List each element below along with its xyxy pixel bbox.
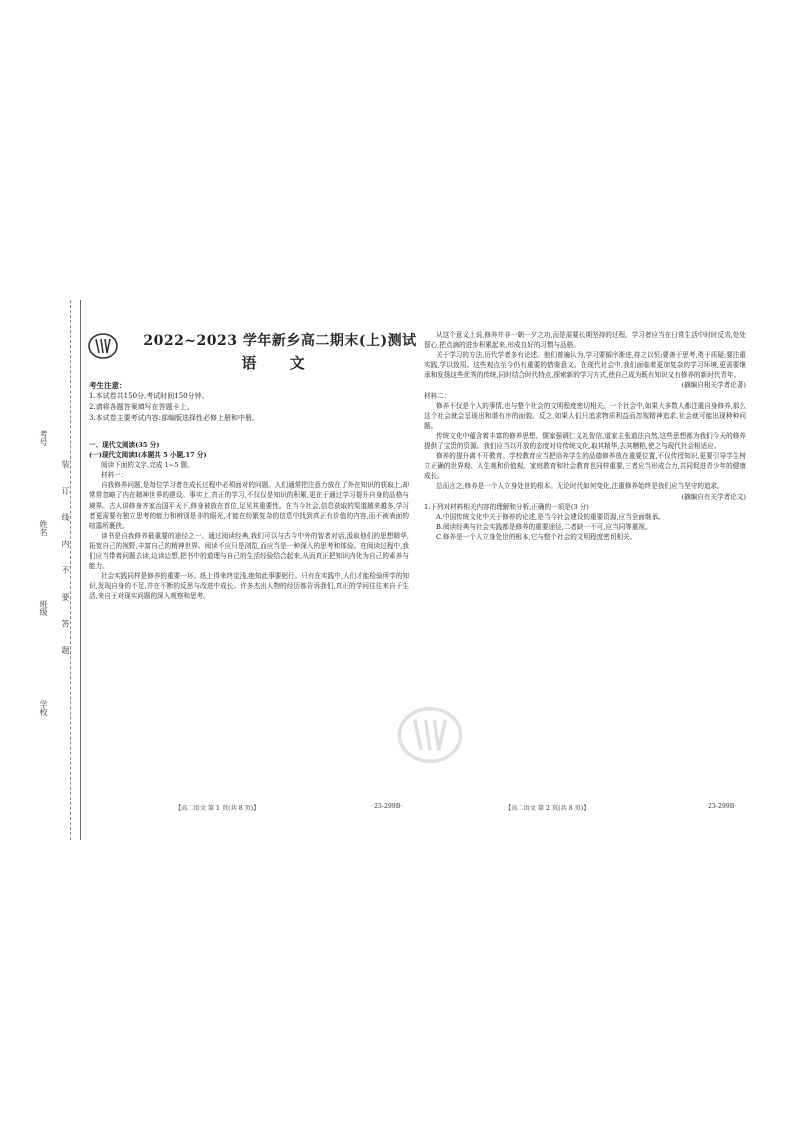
footer-code-left: ·23-299B· <box>372 803 403 810</box>
source-note: (摘编自相关学者论著) <box>681 381 746 390</box>
material-label: 材料二： <box>424 391 451 400</box>
note-item: 3.本试卷主要考试内容:部编版选择性必修上册和中册。 <box>89 414 260 422</box>
instruction: 阅读下面的文字,完成 1~5 题。 <box>101 461 194 470</box>
label-seal-line: 装 订 线 内 不 要 答 题 <box>61 460 70 662</box>
right-column <box>424 330 746 542</box>
material-label: 材料一： <box>101 471 128 480</box>
publisher-logo-icon <box>87 330 119 362</box>
exam-notes <box>89 380 409 424</box>
subject-title: 语 文 <box>241 354 319 372</box>
passage-paragraph: 从这个意义上说,修养并非一朝一夕之功,而是需要长期坚持的过程。学习者应当在日常生活中时时反省,处处留心,把点滴的进步积累起来,形成良好的习惯与品格。 <box>424 331 746 350</box>
source-note: (摘编自有关学者论文) <box>681 492 746 501</box>
watermark-logo-icon <box>395 700 465 770</box>
note-item: 2.请将各题答案填写在答题卡上。 <box>89 403 194 411</box>
footer-page-right: 【高二语文 第 2 页(共 8 页)】 <box>505 805 590 812</box>
question-option: B.阅读经典与社会实践都是修养的重要途径,二者缺一不可,应当同等重视。 <box>436 522 652 531</box>
subsection-title: (一)现代文阅读Ⅰ(本题共 5 小题,17 分) <box>89 451 207 460</box>
passage-paragraph: 自我修养问题,是每位学习者在成长过程中必须面对的问题。人们通常把注意力放在了外在知识的获取上,却常常忽略了内在精神世界的建设。事实上,真正的学习,不仅仅是知识的积累,更在于通过学习提升自身的品格与境界。古人讲修身齐家治国平天下,修身被放在首位,足见其重要性。在当今社会,信息获取的渠道越来越多,学习者更需要有独立思考的能力和辨别是非的眼光,才能在纷繁复杂的信息中找到真正有价值的内容,而不被表面的喧嚣所裹挟。 <box>89 481 409 530</box>
label-school: 学校 <box>39 700 48 716</box>
passage-paragraph: 关于学习的方法,历代学者多有论述。他们普遍认为,学习要循序渐进,持之以恒;要善于思考,勇于质疑;要注重实践,学以致用。这些观点至今仍有重要的借鉴意义。在现代社会中,我们面临着更加复杂的学习环境,更需要继承和发扬这些优秀的传统,同时结合时代特点,探索新的学习方式,使自己成为既有知识又有修养的新时代青年。 <box>424 351 746 380</box>
passage-paragraph: 读书是自我修养最重要的途径之一。通过阅读经典,我们可以与古今中外的智者对话,汲取他们的思想精华,拓宽自己的视野,丰富自己的精神世界。阅读不应只是浏览,而应当是一种深入的思考和体验。在阅读过程中,我们应当带着问题去读,边读边想,把书中的道理与自己的生活经验结合起来,从而真正把知识内化为自己的素养与能力。 <box>89 531 409 571</box>
left-column <box>89 440 409 602</box>
label-seat: 考号 <box>39 430 48 446</box>
note-item: 1.本试卷共150分,考试时间150分钟。 <box>89 392 209 400</box>
passage-paragraph: 总而言之,修养是一个人立身处世的根本。无论时代如何变化,注重修养始终是我们应当坚守的追求。 <box>436 482 724 491</box>
label-class: 班级 <box>39 600 48 616</box>
question-option: C.修养是一个人立身处世的根本,它与整个社会的文明程度密切相关。 <box>436 532 637 541</box>
label-name: 姓名 <box>39 520 48 536</box>
question-option: A.中国传统文化中关于修养的论述,是当今社会建设的重要资源,应当全面继承。 <box>436 512 665 521</box>
passage-paragraph: 修养不仅是个人的事情,也与整个社会的文明程度密切相关。一个社会中,如果大多数人都注重自身修养,那么这个社会就会呈现出和谐有序的面貌。反之,如果人们只追求物质利益而忽视精神追求,社会就可能出现种种问题。 <box>424 401 746 430</box>
section-title: 一、现代文阅读(35 分) <box>89 441 160 449</box>
notes-heading: 考生注意： <box>89 381 127 390</box>
passage-paragraph: 传统文化中蕴含着丰富的修养思想。儒家强调仁义礼智信,道家主张道法自然,这些思想都为我们今天的修养提供了宝贵的资源。我们应当以开放的态度对待传统文化,取其精华,去其糟粕,使之与现代社会相适应。 <box>424 431 746 451</box>
exam-title: 2022~2023 学年新乡高二期末(上)测试 <box>143 333 417 349</box>
passage-paragraph: 修养的提升离不开教育。学校教育应当把培养学生的品德修养放在重要位置,不仅传授知识,更要引导学生树立正确的世界观、人生观和价值观。家庭教育和社会教育也同样重要,三者应当形成合力,共同促进青少年的健康成长。 <box>424 452 746 481</box>
footer-code-right: ·23-299B· <box>706 803 737 810</box>
footer-page-left: 【高二语文 第 1 页(共 8 页)】 <box>175 805 260 812</box>
question-stem: 1.下列对材料相关内容的理解和分析,正确的一项是(3 分) <box>424 502 589 511</box>
passage-paragraph: 社会实践同样是修养的重要一环。纸上得来终觉浅,绝知此事要躬行。只有在实践中,人们才能检验所学的知识,发现自身的不足,并在不断的反思与改进中成长。许多杰出人物的经历都告诉我们,真正的学问往往来自于生活,来自于对现实问题的深入观察和思考。 <box>89 572 409 601</box>
